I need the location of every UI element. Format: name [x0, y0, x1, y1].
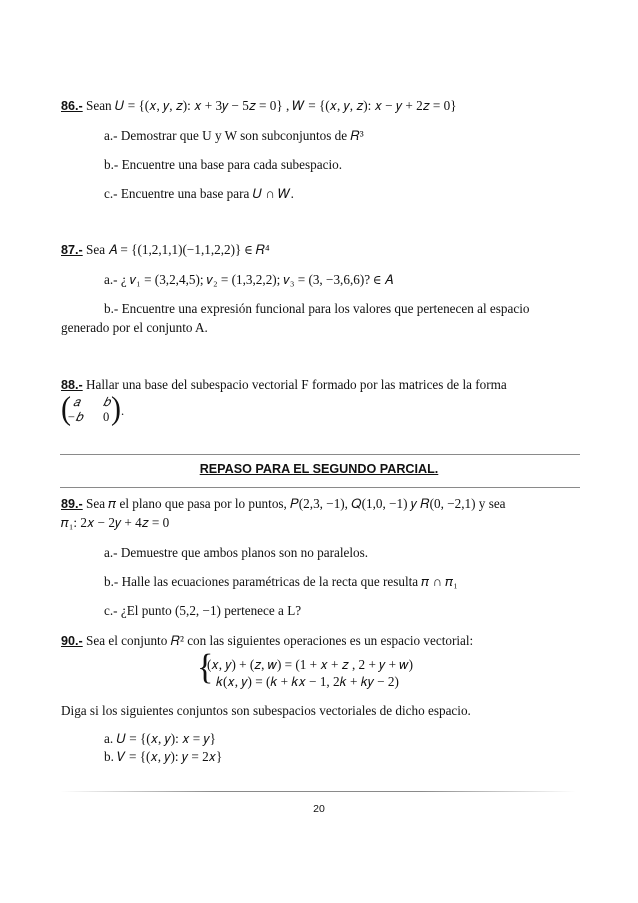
problem-89-part-c: c.- ¿El punto (5,2, −1) pertenece a L? — [104, 603, 302, 618]
operations-brace: { — [197, 648, 214, 687]
problem-89-statement-line2: 𝜋₁: 2𝑥 − 2𝑦 + 4𝑧 = 0 — [61, 515, 170, 530]
problem-87-statement-line — [61, 242, 270, 258]
problem-90-statement: Sea el conjunto 𝑅² con las siguientes operaciones es un espacio vectorial: — [86, 633, 474, 648]
problem-87-part-a: a.- ¿ 𝑣₁ = (3,2,4,5); 𝑣₂ = (1,3,2,2); 𝑣₃ = (3, −3,6,6)? ∈ 𝐴 — [104, 272, 394, 287]
operation-addition: (𝑥, 𝑦) + (𝑧, 𝑤) = (1 + 𝑥 + 𝑧 , 2 + 𝑦 + 𝑤) — [207, 657, 413, 672]
matrix-cell-c: −𝑏 — [67, 410, 83, 424]
matrix-cell-a: 𝑎 — [73, 395, 80, 409]
problem-86-statement-line — [61, 98, 457, 114]
problem-90-part-b: b. 𝑉 = {(𝑥, 𝑦): 𝑦 = 2𝑥} — [104, 749, 223, 764]
matrix-cell-d: 0 — [103, 410, 110, 424]
section-title: REPASO PARA EL SEGUNDO PARCIAL. — [199, 462, 439, 476]
matrix-right-paren: ) — [111, 390, 121, 427]
problem-86-part-a: a.- Demostrar que U y W son subconjuntos de 𝑅³ — [104, 128, 364, 143]
problem-89-statement: Sea 𝜋 el plano que pasa por lo puntos, 𝑃(2,3, −1), 𝑄(1,0, −1) 𝑦 𝑅(0, −2,1) y sea — [86, 496, 506, 511]
problem-89-part-b: b.- Halle las ecuaciones paramétricas de la recta que resulta 𝜋 ∩ 𝜋₁ — [104, 574, 458, 589]
matrix-period: . — [121, 404, 125, 418]
problem-89-part-a: a.- Demuestre que ambos planos son no paralelos. — [104, 545, 369, 560]
problem-88-statement-line — [61, 377, 507, 393]
problem-86-part-b: b.- Encuentre una base para cada subespacio. — [104, 157, 342, 172]
problem-87-part-b-line2: generado por el conjunto A. — [61, 320, 208, 335]
matrix-left-paren: ( — [61, 390, 71, 427]
section-rule-top — [60, 454, 580, 455]
problem-86-part-c: c.- Encuentre una base para 𝑈 ∩ 𝑊. — [104, 186, 294, 201]
problem-89-statement-line1 — [61, 496, 506, 512]
problem-87-statement: Sea 𝐴 = {(1,2,1,1)(−1,1,2,2)} ∈ 𝑅⁴ — [86, 242, 270, 257]
problem-88-statement: Hallar una base del subespacio vectorial F formado por las matrices de la forma — [86, 377, 507, 392]
operation-scalar-mult: 𝑘(𝑥, 𝑦) = (𝑘 + 𝑘𝑥 − 1, 2𝑘 + 𝑘𝑦 − 2) — [216, 674, 399, 689]
page-number: 20 — [313, 803, 325, 815]
problem-90-question: Diga si los siguientes conjuntos son subespacios vectoriales de dicho espacio. — [61, 703, 471, 718]
problem-88-number: 88.- — [61, 378, 83, 392]
footer-rule — [60, 791, 576, 792]
problem-90-number: 90.- — [61, 634, 83, 648]
problem-87-number: 87.- — [61, 243, 83, 257]
problem-86-statement: Sean 𝑈 = {(𝑥, 𝑦, 𝑧): 𝑥 + 3𝑦 − 5𝑧 = 0} , 𝑊 = {(𝑥, 𝑦, 𝑧): 𝑥 − 𝑦 + 2𝑧 = 0} — [86, 98, 457, 113]
problem-86-number: 86.- — [61, 99, 83, 113]
section-rule-bottom — [60, 487, 580, 488]
matrix-cell-b: 𝑏 — [103, 395, 111, 409]
matrix-form — [61, 390, 125, 428]
problem-89-number: 89.- — [61, 497, 83, 511]
problem-90-part-a: a. 𝑈 = {(𝑥, 𝑦): 𝑥 = 𝑦} — [104, 731, 217, 746]
problem-90-statement-line — [61, 633, 473, 649]
problem-87-part-b-line1: b.- Encuentre una expresión funcional para los valores que pertenecen al espacio — [104, 301, 530, 316]
